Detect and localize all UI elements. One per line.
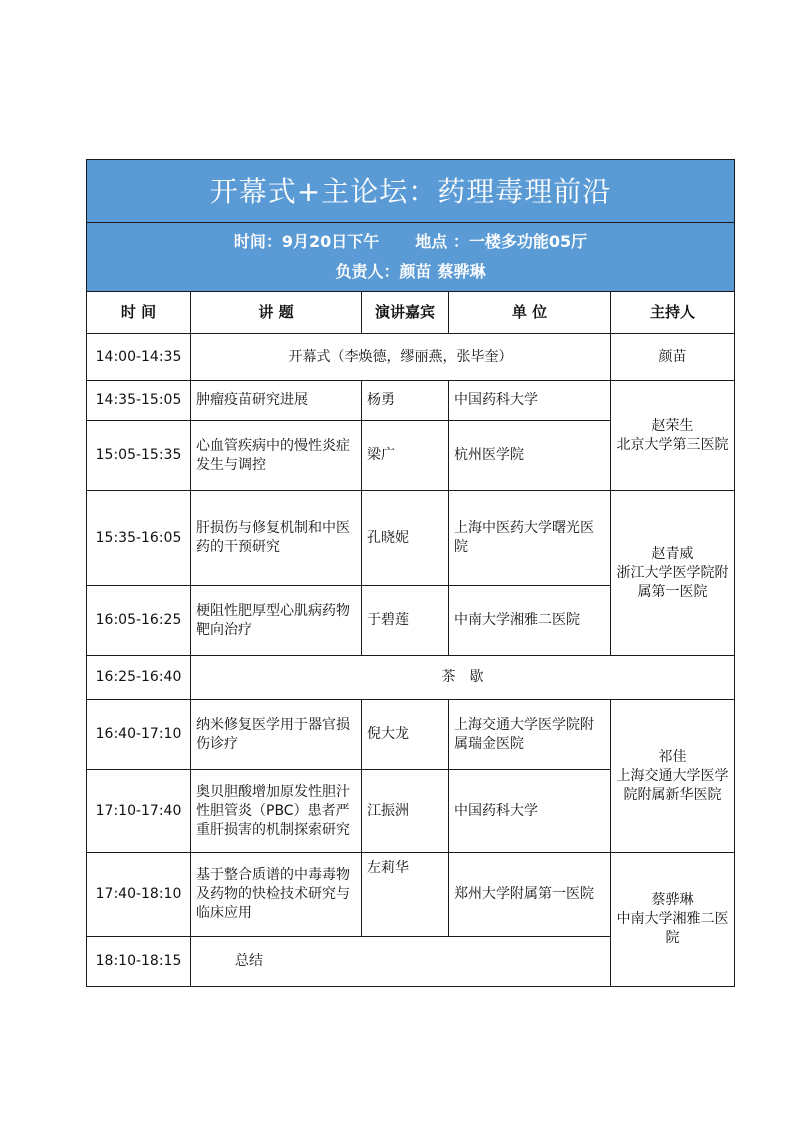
header-host: 主持人 [611, 292, 735, 334]
row-time: 15:05-15:35 [87, 421, 191, 491]
row-topic: 肿瘤疫苗研究进展 [191, 381, 362, 421]
row-time: 17:40-18:10 [87, 853, 191, 937]
row-speaker: 倪大龙 [362, 700, 449, 770]
time-location-line [87, 227, 734, 257]
row-unit: 中国药科大学 [449, 381, 611, 421]
owner-name-2: 蔡骅琳 [437, 262, 486, 281]
host-cell [611, 491, 735, 656]
row-topic: 基于整合质谱的中毒毒物及药物的快检技术研究与临床应用 [191, 853, 362, 937]
row-unit: 上海交通大学医学院附属瑞金医院 [449, 700, 611, 770]
header-speaker: 演讲嘉宾 [362, 292, 449, 334]
header-topic: 讲 题 [191, 292, 362, 334]
table-row [87, 381, 735, 421]
owner-line [87, 257, 734, 287]
break-row [87, 656, 735, 700]
host-cell [611, 381, 735, 491]
host-name: 祁佳 [658, 748, 687, 765]
row-time: 14:00-14:35 [87, 334, 191, 381]
row-time: 16:40-17:10 [87, 700, 191, 770]
row-time: 14:35-15:05 [87, 381, 191, 421]
agenda-table [86, 159, 735, 987]
break-text: 茶 歇 [191, 656, 735, 700]
row-speaker: 孔晓妮 [362, 491, 449, 586]
host-unit: 中南大学湘雅二医院 [616, 911, 729, 946]
host-name: 赵青威 [651, 545, 694, 562]
row-unit: 上海中医药大学曙光医院 [449, 491, 611, 586]
row-topic: 肝损伤与修复机制和中医药的干预研究 [191, 491, 362, 586]
session-time: 时间：9月20日下午 [233, 232, 380, 251]
row-unit: 郑州大学附属第一医院 [449, 853, 611, 937]
row-speaker: 梁广 [362, 421, 449, 491]
row-time: 17:10-17:40 [87, 770, 191, 853]
table-row [87, 491, 735, 586]
row-topic: 纳米修复医学用于器官损伤诊疗 [191, 700, 362, 770]
row-speaker: 左莉华 [362, 853, 449, 937]
host-unit: 浙江大学医学院附属第一医院 [616, 564, 729, 600]
row-time: 16:05-16:25 [87, 586, 191, 656]
opening-row [87, 334, 735, 381]
session-location: 地点 ：一楼多功能05厅 [415, 232, 588, 251]
opening-host: 颜苗 [611, 334, 735, 381]
host-cell [611, 853, 735, 987]
row-topic: 梗阻性肥厚型心肌病药物靶向治疗 [191, 586, 362, 656]
title-row [87, 160, 735, 223]
session-info [87, 223, 735, 292]
host-name: 蔡骅琳 [651, 892, 694, 908]
agenda-sheet [86, 159, 734, 988]
owner-label: 负责人： [335, 262, 400, 281]
table-row [87, 700, 735, 770]
host-name: 赵荣生 [651, 417, 694, 434]
row-topic: 奥贝胆酸增加原发性胆汁性胆管炎（PBC）患者严重肝损害的机制探索研究 [191, 770, 362, 853]
header-time: 时 间 [87, 292, 191, 334]
info-row [87, 223, 735, 292]
row-unit: 中南大学湘雅二医院 [449, 586, 611, 656]
row-unit: 中国药科大学 [449, 770, 611, 853]
row-speaker: 江振洲 [362, 770, 449, 853]
row-time: 16:25-16:40 [87, 656, 191, 700]
host-unit: 北京大学第三医院 [616, 436, 729, 453]
header-row [87, 292, 735, 334]
row-time: 18:10-18:15 [87, 937, 191, 987]
row-speaker: 杨勇 [362, 381, 449, 421]
owner-name-1: 颜苗 [399, 262, 432, 281]
opening-text: 开幕式（李焕德，缪丽燕，张毕奎） [191, 334, 611, 381]
host-unit: 上海交通大学医学院附属新华医院 [616, 767, 729, 803]
page-title: 开幕式+主论坛：药理毒理前沿 [87, 160, 735, 223]
row-unit: 杭州医学院 [449, 421, 611, 491]
host-cell [611, 700, 735, 853]
header-unit: 单 位 [449, 292, 611, 334]
row-speaker: 于碧莲 [362, 586, 449, 656]
closing-text: 总结 [191, 937, 611, 987]
table-row [87, 853, 735, 937]
row-topic: 心血管疾病中的慢性炎症发生与调控 [191, 421, 362, 491]
row-time: 15:35-16:05 [87, 491, 191, 586]
